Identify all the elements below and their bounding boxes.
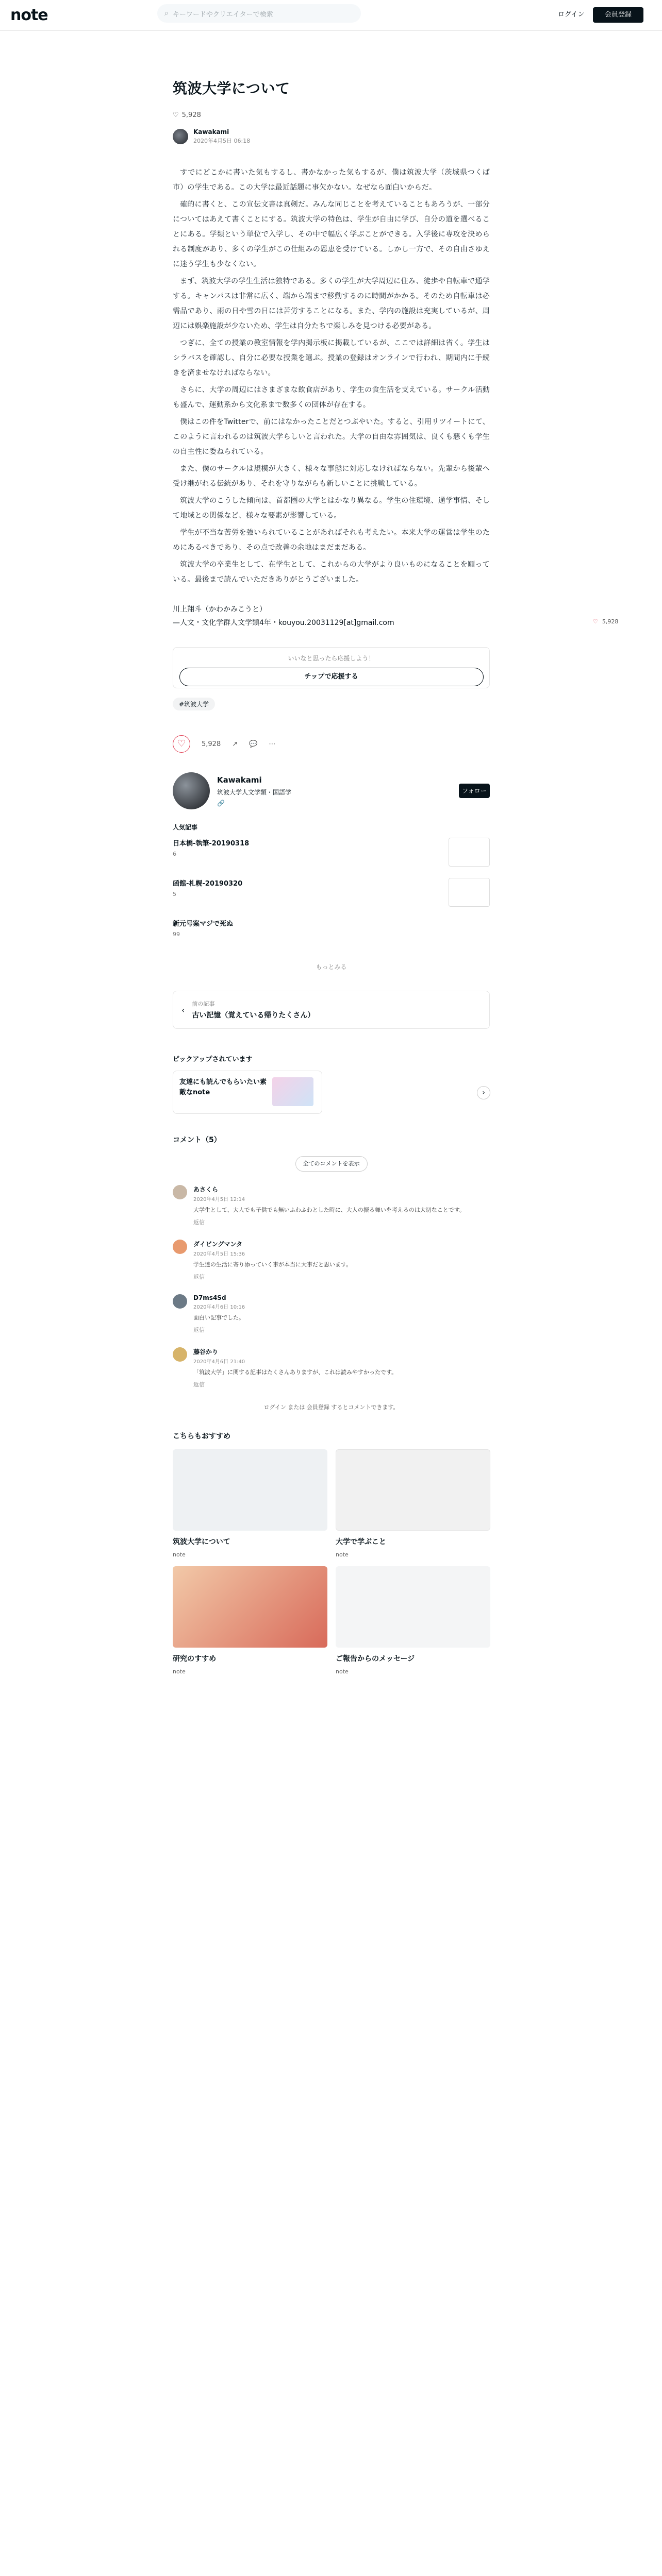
recommend-author[interactable]: note — [173, 1668, 186, 1675]
search-placeholder: キーワードやクリエイターで検索 — [172, 10, 273, 19]
recommend-author[interactable]: note — [336, 1668, 349, 1675]
chevron-right-icon[interactable]: › — [477, 1086, 490, 1099]
comment-date: 2020年4月6日 10:16 — [193, 1304, 245, 1310]
recommend-card[interactable] — [173, 1449, 327, 1558]
reply-link[interactable]: 返信 — [193, 1327, 205, 1333]
recommend-card[interactable] — [336, 1566, 490, 1675]
follow-button[interactable]: フォロー — [459, 784, 490, 798]
prev-title: 古い記憶（覚えている帰りたくさん） — [192, 1011, 315, 1020]
like-button[interactable]: ♡ — [173, 735, 190, 753]
like-summary — [173, 111, 490, 119]
comment-author[interactable]: D7ms4Sd — [193, 1294, 226, 1301]
recommend-image — [173, 1449, 327, 1531]
popular-title: 日本橋-執筆-20190318 — [173, 840, 250, 848]
pickup-heading: ピックアップされています — [173, 1056, 253, 1063]
paragraph: すでにどこかに書いた気もするし、書かなかった気もするが、僕は筑波大学（茨城県つくば市）の学生である。この大学は最近話題に事欠かない。なぜなら面白いからだ。 — [173, 168, 490, 192]
recommend-card[interactable] — [173, 1566, 327, 1675]
comment-author[interactable]: 藤谷かり — [193, 1348, 219, 1355]
comment-date: 2020年4月6日 21:40 — [193, 1359, 245, 1365]
creator-card — [173, 772, 490, 809]
paragraph: 僕はこの件をTwitterで、前にはなかったことだとつぶやいた。すると、引用リツイートにて、このように言われるのは筑波大学らしいと言われた。大学の自由な雰囲気は、良くも悪くも学生の自主性に委ねられている。 — [173, 418, 490, 456]
recommend-title: 大学で学ぶこと — [336, 1538, 386, 1546]
login-note[interactable]: ログイン または 会員登録 するとコメントできます。 — [263, 1404, 399, 1411]
comment-author[interactable]: ダイビングマンタ — [193, 1241, 243, 1248]
top-bar — [0, 0, 662, 31]
comment-date: 2020年4月5日 15:36 — [193, 1251, 245, 1257]
floating-like[interactable] — [593, 618, 618, 625]
recommend-image — [336, 1449, 490, 1531]
more-icon[interactable]: ⋯ — [269, 740, 276, 748]
popular-item[interactable] — [173, 838, 490, 872]
paragraph: 確的に書くと、この宣伝文書は真剣だ。みんな同じことを考えていることもあろうが、一部分についてはあえて書くことにする。筑波大学の特色は、学生が自由に学び、自分の道を選べることにある。学類という単位で入学し、その中で幅広く学ぶことができる。入学後に専攻を決められる制度があり、多くの学生がこの仕組みの恩恵を受けている。しかし一方で、その自由さゆえに迷う学生も少なくない。 — [173, 200, 490, 268]
comment-text: 「筑波大学」に関する記事はたくさんありますが、これは読みやすかったです。 — [193, 1369, 398, 1376]
article-actions — [173, 735, 490, 753]
popular-title: 函館-札幌-20190320 — [173, 880, 243, 888]
like-count-bottom: 5,928 — [202, 740, 221, 748]
prev-article[interactable] — [173, 991, 490, 1029]
recommend-author[interactable]: note — [336, 1551, 349, 1558]
comment — [173, 1347, 490, 1388]
floating-like-count: 5,928 — [602, 618, 619, 625]
article — [173, 31, 490, 1675]
author-name[interactable]: Kawakami — [193, 128, 229, 135]
thumbnail — [449, 878, 490, 907]
comment-text: 面白い記事でした。 — [193, 1314, 244, 1321]
recommend-card[interactable] — [336, 1449, 490, 1558]
recommend-heading: こちらもおすすめ — [173, 1432, 231, 1440]
view-all-comments-button[interactable]: 全てのコメントを表示 — [295, 1156, 368, 1172]
heart-icon: ♡ — [593, 618, 598, 625]
popular-likes: 5 — [173, 891, 176, 897]
article-body — [173, 165, 490, 587]
pickup-image — [272, 1077, 313, 1106]
comment-date: 2020年4月5日 12:14 — [193, 1197, 245, 1202]
support-question: いいなと思ったら応援しよう！ — [288, 655, 375, 662]
recommend-image — [173, 1566, 327, 1648]
comment-text: 学生達の生活に寄り添っていく事が本当に大事だと思います。 — [193, 1261, 352, 1268]
paragraph: また、僕のサークルは規模が大きく、様々な事態に対応しなければならない。先輩から後輩へ受け継がれる伝統があり、それを守りながらも新しいことに挑戦している。 — [173, 465, 490, 488]
reply-link[interactable]: 返信 — [193, 1274, 205, 1280]
paragraph: 学生が不当な苦労を強いられていることがあればそれも考えたい。本来大学の運営は学生のためにあるべきであり、その点で改善の余地はまだまだある。 — [173, 529, 490, 552]
heart-icon: ♡ — [173, 111, 179, 119]
comment-icon[interactable]: 💬 — [249, 740, 258, 748]
recommend-author[interactable]: note — [173, 1551, 186, 1558]
paragraph: 筑波大学のこうした傾向は、首都圏の大学とはかなり異なる。学生の住環境、通学事情、そして地域との関係など、様々な要素が影響している。 — [173, 497, 490, 520]
avatar[interactable] — [173, 1240, 187, 1254]
paragraph: つぎに、全ての授業の教室情報を学内掲示板に掲載しているが、ここでは詳細は省く。学生はシラバスを確認し、自分に必要な授業を選ぶ。授業の登録はオンラインで行われ、期間内に手続きを済ませなければならない。 — [173, 339, 490, 377]
recommend-grid — [173, 1449, 490, 1675]
paragraph: まず、筑波大学の学生生活は独特である。多くの学生が大学周辺に住み、徒歩や自転車で通学する。キャンパスは非常に広く、端から端まで移動するのに時間がかかる。そのため自転車は必需品であり、雨の日や雪の日には苦労することになる。また、学内の施設は充実しているが、周辺には娯楽施設が少ないため、学生は自分たちで楽しみを見つける必要がある。 — [173, 277, 490, 330]
chevron-left-icon: ‹ — [181, 1005, 185, 1015]
prev-label: 前の記事 — [192, 1001, 215, 1007]
popular-item[interactable] — [173, 918, 490, 952]
creator-link-icon[interactable]: 🔗 — [217, 799, 225, 807]
avatar[interactable] — [173, 1347, 187, 1362]
note-logo[interactable]: note — [10, 6, 48, 24]
comments-heading: コメント（5） — [173, 1136, 221, 1144]
creator-avatar[interactable] — [173, 772, 210, 809]
avatar[interactable] — [173, 129, 188, 144]
creator-name[interactable]: Kawakami — [217, 775, 262, 785]
signup-button[interactable]: 会員登録 — [593, 7, 643, 23]
search-input[interactable] — [157, 4, 361, 23]
hashtag[interactable]: #筑波大学 — [173, 698, 215, 710]
popular-likes: 99 — [173, 931, 180, 938]
comment-author[interactable]: あさくら — [193, 1186, 219, 1193]
post-date: 2020年4月5日 06:18 — [193, 138, 251, 144]
like-count: 5,928 — [181, 111, 201, 119]
pickup-card[interactable] — [173, 1071, 322, 1114]
popular-title: 新元号案マジで死ぬ — [173, 920, 234, 928]
reply-link[interactable]: 返信 — [193, 1219, 205, 1226]
tip-label: チップで応援する — [304, 673, 358, 681]
author-row[interactable] — [173, 128, 490, 145]
recommend-title: 研究のすすめ — [173, 1655, 217, 1663]
recommend-title: ご報告からのメッセージ — [336, 1655, 415, 1663]
comment-text: 大学生として、大人でも子供でも無いふわふわとした時に、大人の振る舞いを考えるのは大切なことです。 — [193, 1207, 465, 1213]
paragraph: 筑波大学の卒業生として、在学生として、これからの大学がより良いものになることを願っている。最後まで読んでいただきありがとうございました。 — [173, 561, 490, 584]
pickup-card-title: 友達にも読んでもらいたい素敵なnote — [179, 1078, 267, 1096]
comment — [173, 1240, 490, 1281]
page-title: 筑波大学について — [173, 80, 290, 97]
recommend-title: 筑波大学について — [173, 1538, 230, 1546]
avatar[interactable] — [173, 1294, 187, 1309]
recommend-image — [336, 1566, 490, 1648]
popular-heading: 人気記事 — [173, 824, 198, 831]
signature-contact: —人文・文化学群人文学類4年・kouyou.20031129[at]gmail.com — [173, 619, 394, 627]
avatar[interactable] — [173, 1185, 187, 1199]
share-icon[interactable]: ↗ — [232, 740, 238, 748]
thumbnail — [449, 838, 490, 867]
login-link[interactable]: ログイン — [558, 11, 585, 19]
popular-item[interactable] — [173, 878, 490, 912]
reply-link[interactable]: 返信 — [193, 1381, 205, 1388]
paragraph: さらに、大学の周辺にはさまざまな飲食店があり、学生の食生活を支えている。サークル活動も盛んで、運動系から文化系まで数多くの団体が存在する。 — [173, 386, 490, 409]
tip-button[interactable] — [179, 668, 484, 686]
comment — [173, 1294, 490, 1334]
more-link[interactable]: もっとみる — [316, 963, 347, 971]
search-icon: ⌕ — [164, 9, 169, 18]
creator-desc: 筑波大学人文学類・国語学 — [217, 788, 292, 796]
signature: 川上翔斗（かわかみこうと） — [173, 605, 267, 614]
comment — [173, 1185, 490, 1226]
support-box — [173, 647, 490, 688]
popular-likes: 6 — [173, 851, 176, 857]
